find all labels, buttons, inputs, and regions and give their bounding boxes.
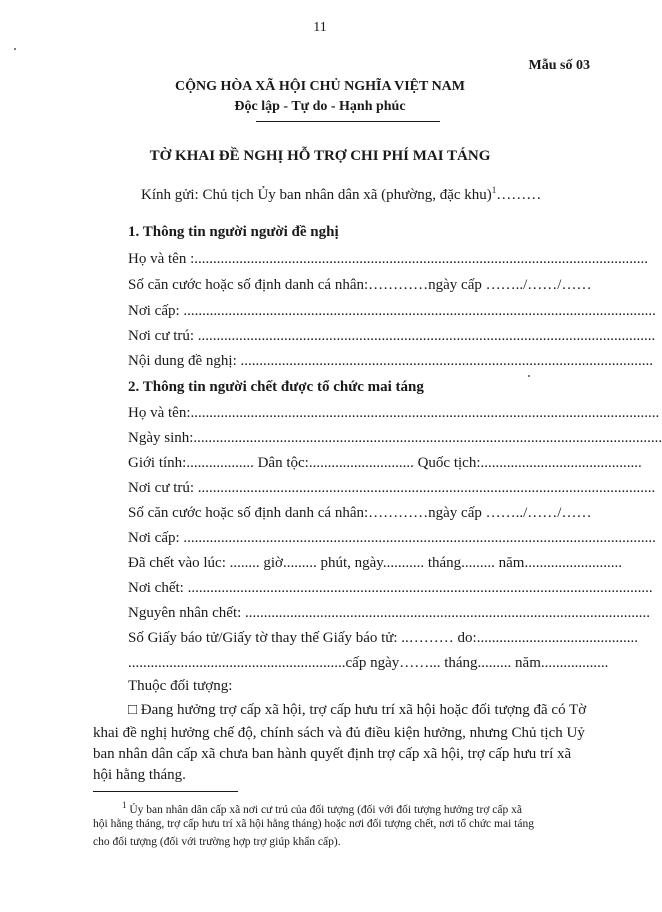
scan-mark — [528, 375, 530, 377]
national-title: CỘNG HÒA XÃ HỘI CHỦ NGHĨA VIỆT NAM — [174, 79, 465, 94]
addressee-dots: ……… — [496, 187, 542, 203]
option-line: □ Đang hưởng trợ cấp xã hội, trợ cấp hưu trí xã hội hoặc đối tượng đã có Tờ — [128, 702, 587, 718]
field-line: Đã chết vào lúc: ........ giờ......... phút, ngày........... tháng......... năm.......................... — [128, 555, 622, 571]
field-line: Nơi cư trú: .......................................................................................................................... — [128, 480, 656, 496]
belongs-label: Thuộc đối tượng: — [128, 678, 233, 694]
field-line: Họ và tên:............................................................................................................................. — [128, 405, 660, 421]
option-line: ban nhân dân cấp xã chưa ban hành quyết định trợ cấp xã hội, trợ cấp hưu trí xã — [93, 746, 572, 762]
field-line: Giới tính:.................. Dân tộc:............................ Quốc tịch:........................................... — [128, 455, 642, 471]
option-line: hội hằng tháng. — [93, 767, 186, 783]
field-line: Nơi chết: ............................................................................................................................ — [128, 580, 653, 596]
motto: Độc lập - Tự do - Hạnh phúc — [234, 99, 406, 114]
field-line: Nơi cư trú: .......................................................................................................................... — [128, 328, 656, 344]
field-line: Số Giấy báo tử/Giấy tờ thay thế Giấy báo tử: ..……… do:........................................... — [128, 630, 638, 646]
page-number: 11 — [313, 20, 327, 35]
field-line: Nội dung đề nghị: .............................................................................................................. — [128, 353, 653, 369]
footnote-text: Ủy ban nhân dân cấp xã nơi cư trú của đối tượng (đối với đối tượng hưởng trợ cấp xã — [126, 803, 522, 816]
scan-mark — [14, 48, 16, 50]
addressee-text: Kính gửi: Chủ tịch Ủy ban nhân dân xã (phường, đặc khu) — [141, 187, 492, 203]
form-code: Mẫu số 03 — [528, 58, 590, 73]
footnote-line: hội hằng tháng, trợ cấp hưu trí xã hội hằng tháng) hoặc nơi đối tượng chết, nơi tổ chức mai táng — [93, 818, 534, 830]
footnote-line — [122, 800, 522, 816]
field-line: Ngày sinh:............................................................................................................................. — [128, 430, 662, 446]
field-line: Nơi cấp: .............................................................................................................................. — [128, 530, 656, 546]
addressee — [141, 185, 541, 204]
footnote-ref: 1 — [491, 185, 497, 195]
field-line: Họ và tên :......................................................................................................................... — [128, 251, 648, 267]
field-line: ..........................................................cấp ngày……... tháng......... năm.................. — [128, 655, 609, 671]
field-line: Nguyên nhân chết: ............................................................................................................ — [128, 605, 651, 621]
option-line: khai đề nghị hưởng chế độ, chính sách và đủ điều kiện hưởng, nhưng Chủ tịch Uỷ — [93, 725, 585, 741]
motto-underline — [256, 121, 440, 122]
document-title: TỜ KHAI ĐỀ NGHỊ HỖ TRỢ CHI PHÍ MAI TÁNG — [149, 148, 491, 164]
section2-heading: 2. Thông tin người chết được tổ chức mai táng — [128, 379, 424, 395]
field-line: Nơi cấp: .............................................................................................................................. — [128, 303, 656, 319]
section1-heading: 1. Thông tin người người đề nghị — [128, 224, 339, 240]
footnote-separator — [93, 791, 238, 792]
footnote-marker: 1 — [122, 800, 127, 810]
footnote-line: cho đối tượng (đối với trường hợp trợ giúp khẩn cấp). — [93, 836, 341, 848]
field-line: Số căn cước hoặc số định danh cá nhân:…………ngày cấp ……../……/…… — [128, 277, 592, 293]
field-line: Số căn cước hoặc số định danh cá nhân:…………ngày cấp ……../……/…… — [128, 505, 592, 521]
